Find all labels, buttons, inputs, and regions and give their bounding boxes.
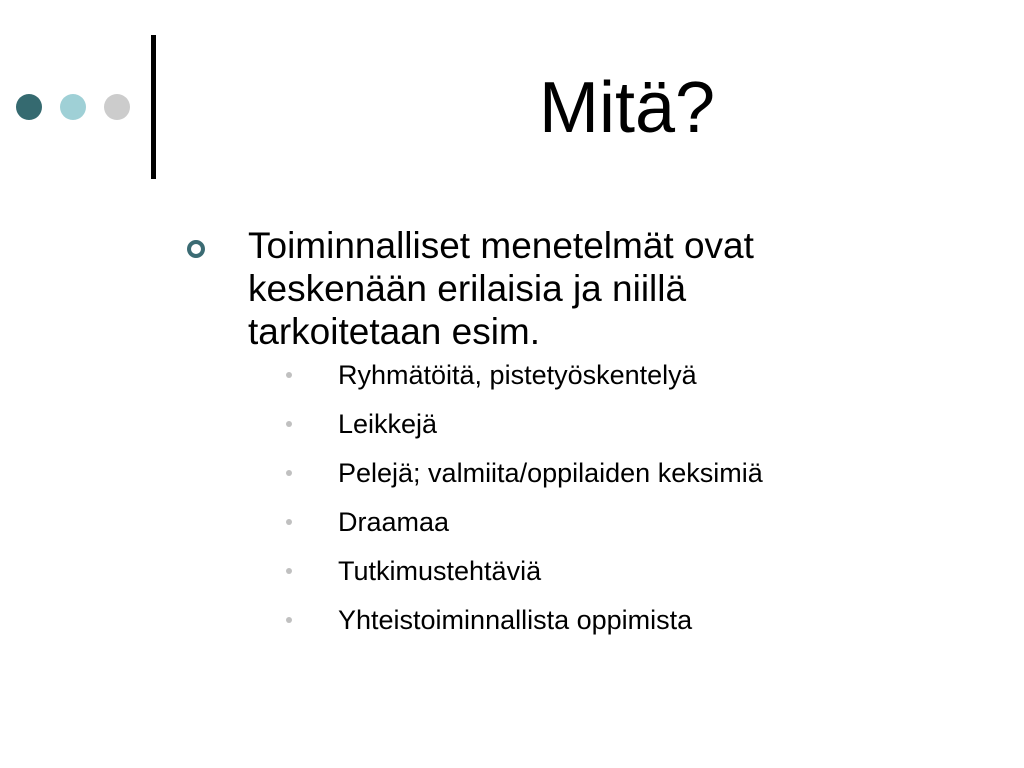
gray-dot-icon (104, 94, 130, 120)
list-item-label: Leikkejä (338, 409, 438, 439)
bullet-dot-icon (286, 568, 292, 574)
list-item (182, 359, 902, 391)
main-bullet-line-3: tarkoitetaan esim. (248, 311, 541, 352)
slide-title: Mitä? (538, 68, 716, 148)
dark-teal-dot-icon (16, 94, 42, 120)
main-bullet-line-2: keskenään erilaisia ja niillä (248, 268, 687, 309)
list-item-label: Yhteistoiminnallista oppimista (338, 605, 693, 635)
ring-bullet-icon (187, 240, 205, 258)
bullet-dot-icon (286, 470, 292, 476)
light-teal-dot-icon (60, 94, 86, 120)
list-item (182, 457, 902, 489)
bullet-dot-icon (286, 421, 292, 427)
main-bullet (182, 224, 902, 353)
bullet-dot-icon (286, 372, 292, 378)
list-item-label: Tutkimustehtäviä (338, 556, 542, 586)
list-item (182, 604, 902, 636)
list-item-label: Pelejä; valmiita/oppilaiden keksimiä (338, 458, 763, 488)
list-item-label: Draamaa (338, 507, 450, 537)
sub-bullet-list (182, 359, 902, 636)
list-item (182, 506, 902, 538)
list-item (182, 555, 902, 587)
list-item (182, 408, 902, 440)
bullet-dot-icon (286, 617, 292, 623)
list-item-label: Ryhmätöitä, pistetyöskentelyä (338, 360, 697, 390)
decorative-dots (16, 93, 148, 121)
bullet-dot-icon (286, 519, 292, 525)
slide-content (182, 224, 902, 653)
main-bullet-line-1: Toiminnalliset menetelmät ovat (248, 225, 754, 266)
vertical-divider (151, 35, 156, 179)
